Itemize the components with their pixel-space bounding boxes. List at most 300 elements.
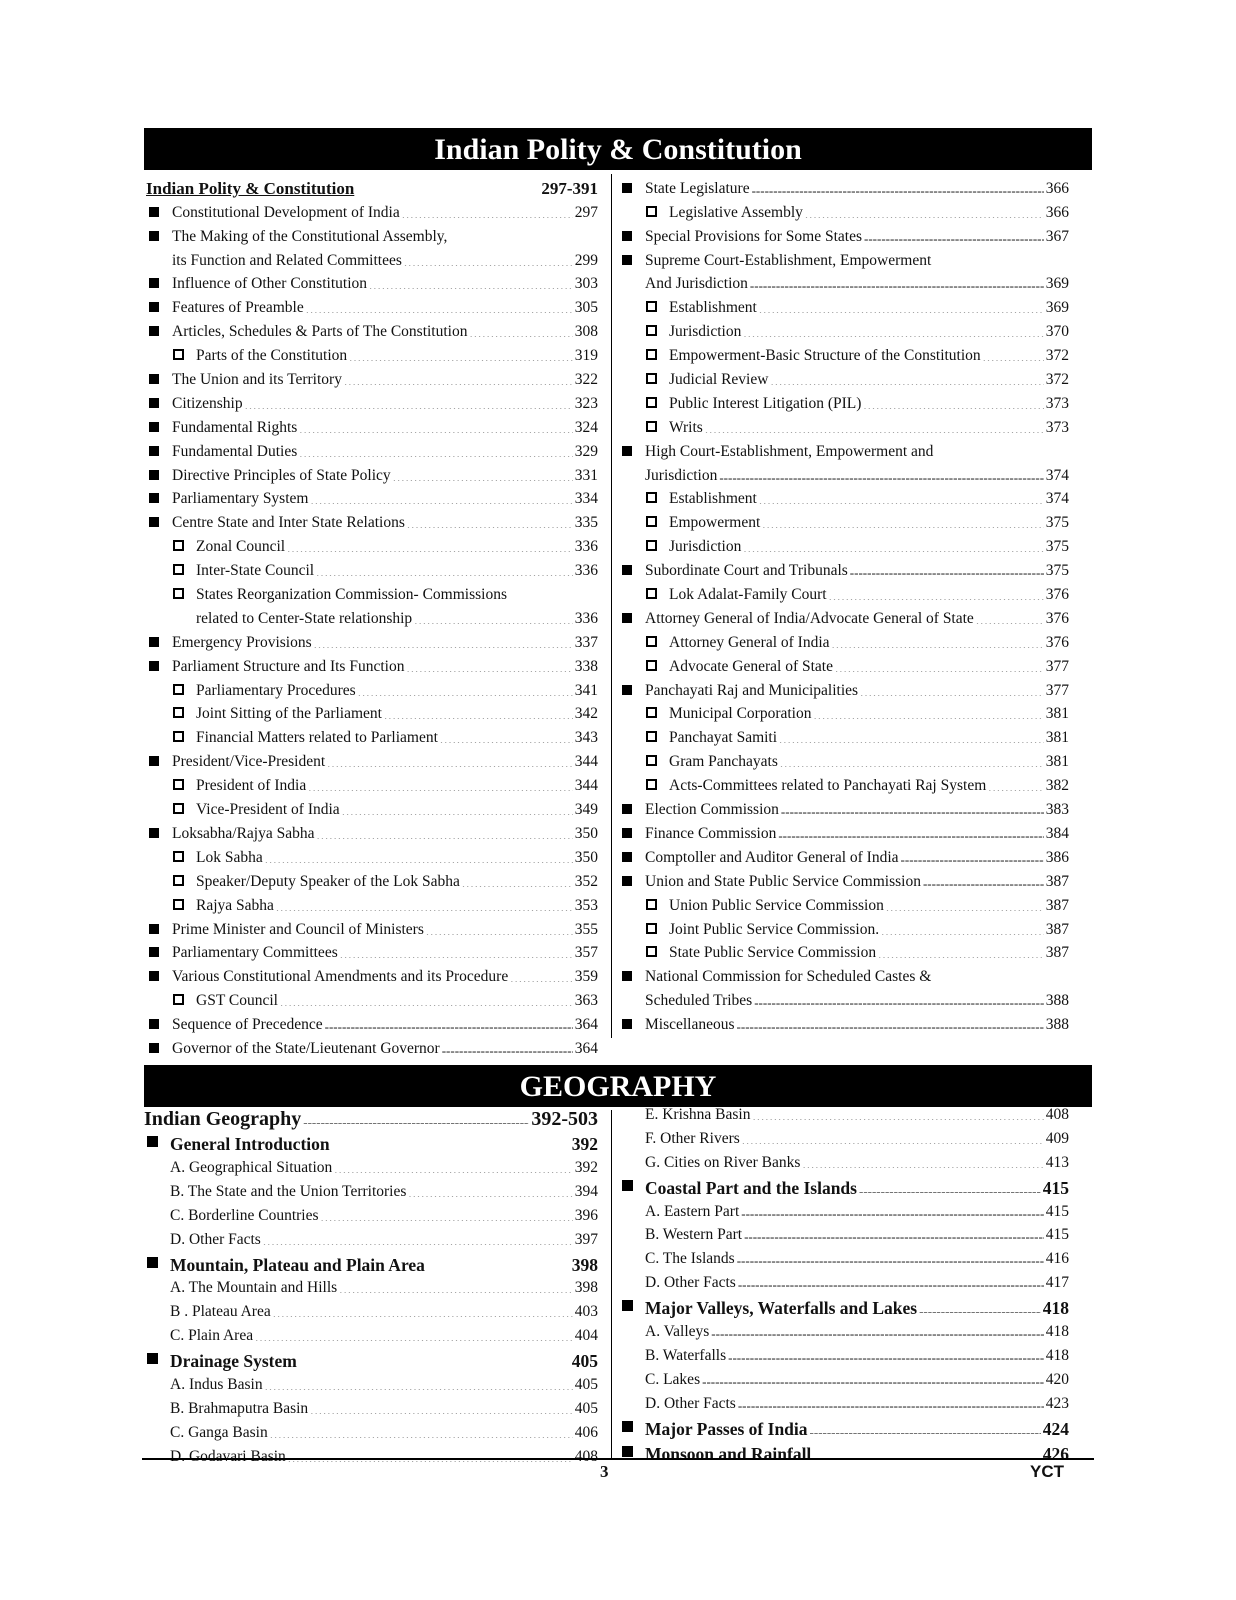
- toc-page-number: 415: [1045, 1202, 1069, 1220]
- leader-dots: [738, 1276, 1044, 1288]
- toc-page-number: 388: [1045, 1016, 1069, 1034]
- toc-page-number: 392: [571, 1134, 598, 1154]
- toc-page-number: 350: [574, 824, 598, 842]
- leader-dots: [407, 516, 573, 528]
- toc-page-number: 387: [1045, 944, 1069, 962]
- toc-entry-title: D. Other Facts: [170, 1230, 261, 1248]
- toc-entry: [146, 1034, 598, 1058]
- toc-page-number: 418: [1045, 1323, 1069, 1341]
- toc-entry: [619, 1341, 1069, 1365]
- toc-entry: [146, 437, 598, 461]
- toc-entry: [146, 604, 598, 628]
- toc-page-number: 363: [574, 992, 598, 1010]
- toc-entry-title: Vice-President of India: [196, 801, 340, 819]
- toc-entry: [619, 628, 1069, 652]
- toc-page-number: 372: [1045, 347, 1069, 365]
- leader-dots: [813, 1447, 1040, 1459]
- toc-page-number: 388: [1045, 992, 1069, 1010]
- toc-page-number: 337: [574, 633, 598, 651]
- toc-page-number: 381: [1045, 729, 1069, 747]
- toc-entry-title: Loksabha/Rajya Sabha: [172, 824, 315, 842]
- toc-entry: [144, 1418, 598, 1442]
- toc-page-number: 364: [574, 1016, 598, 1034]
- toc-page-number: 341: [574, 681, 598, 699]
- toc-page-number: 344: [574, 753, 598, 771]
- toc-entry: [619, 461, 1069, 485]
- toc-page-number: 387: [1045, 896, 1069, 914]
- leader-dots: [780, 755, 1044, 767]
- toc-page-number: 342: [574, 705, 598, 723]
- toc-page-number: 370: [1045, 323, 1069, 341]
- toc-entry: [146, 461, 598, 485]
- leader-dots: [276, 899, 573, 911]
- toc-entry: [144, 1177, 598, 1201]
- toc-entry-title: Monsoon and Rainfall: [645, 1443, 812, 1464]
- leader-dots: [923, 875, 1044, 887]
- toc-page-number: 375: [1045, 562, 1069, 580]
- leader-dots: [886, 899, 1044, 911]
- toc-page-number: 366: [1045, 179, 1069, 197]
- toc-page-number: 415: [1045, 1226, 1069, 1244]
- leader-dots: [779, 731, 1044, 743]
- toc-entry: [619, 723, 1069, 747]
- toc-page-number: 398: [571, 1254, 598, 1275]
- toc-page-number: 336: [574, 609, 598, 627]
- toc-entry-title: C. Plain Area: [170, 1327, 254, 1345]
- toc-page-number: 373: [1045, 394, 1069, 412]
- toc-entry-title: Comptoller and Auditor General of India: [645, 848, 899, 866]
- leader-dots: [339, 1281, 573, 1293]
- leader-dots: [321, 1209, 573, 1221]
- toc-entry-title: Finance Commission: [645, 824, 777, 842]
- toc-entry-title: Parliamentary Procedures: [196, 681, 356, 699]
- leader-dots: [863, 397, 1043, 409]
- toc-entry: [619, 222, 1069, 246]
- toc-entry-title: Articles, Schedules & Parts of The Constitution: [172, 323, 468, 341]
- toc-entry: [146, 485, 598, 509]
- toc-entry: [619, 1292, 1069, 1317]
- toc-entry: [619, 700, 1069, 724]
- leader-dots: [878, 946, 1044, 958]
- toc-entry-title: D. Other Facts: [645, 1394, 736, 1412]
- toc-page-number: 369: [1045, 299, 1069, 317]
- toc-entry: [144, 1297, 598, 1321]
- leader-dots: [270, 1426, 573, 1438]
- column-divider: [611, 174, 612, 1038]
- toc-entry: [146, 1010, 598, 1034]
- leader-dots: [265, 1378, 573, 1390]
- toc-page-number: 409: [1045, 1129, 1069, 1147]
- toc-page-number: 299: [574, 251, 598, 269]
- toc-entry-title: Jurisdiction: [669, 538, 742, 556]
- toc-entry-title: Directive Principles of State Policy: [172, 466, 391, 484]
- toc-entry: [619, 1221, 1069, 1245]
- toc-entry: [619, 1268, 1069, 1292]
- toc-entry: [146, 556, 598, 580]
- toc-entry-title: related to Center-State relationship: [196, 609, 413, 627]
- toc-entry: [619, 819, 1069, 843]
- geography-right-column: [619, 1100, 1069, 1463]
- toc-entry-title: G. Cities on River Banks: [645, 1153, 801, 1171]
- toc-page-number: 383: [1045, 801, 1069, 819]
- toc-page-number: 394: [574, 1182, 598, 1200]
- toc-entry-title: Governor of the State/Lieutenant Governor: [172, 1039, 440, 1057]
- leader-dots: [344, 373, 573, 385]
- toc-page-number: 297: [574, 203, 598, 221]
- leader-dots: [705, 421, 1044, 433]
- toc-page-number: 305: [574, 299, 598, 317]
- toc-page-number: 382: [1045, 777, 1069, 795]
- toc-page-number: 334: [574, 490, 598, 508]
- leader-dots: [919, 1301, 1041, 1313]
- leader-dots: [759, 492, 1044, 504]
- toc-entry-title: Panchayat Samiti: [669, 729, 778, 747]
- leader-dots: [402, 206, 573, 218]
- toc-entry: [619, 293, 1069, 317]
- toc-entry-title: Public Interest Litigation (PIL): [669, 394, 862, 412]
- toc-entry-title: Acts-Committees related to Panchayati Raj System: [669, 777, 987, 795]
- toc-entry: [144, 1345, 598, 1370]
- toc-entry: [619, 1197, 1069, 1221]
- toc-entry: [146, 771, 598, 795]
- toc-page-number: 336: [574, 538, 598, 556]
- leader-dots: [702, 1373, 1044, 1385]
- toc-entry-title: Supreme Court-Establishment, Empowerment: [645, 251, 932, 269]
- toc-entry: [146, 747, 598, 771]
- leader-dots: [988, 779, 1043, 791]
- toc-entry-title: Union Public Service Commission: [669, 896, 884, 914]
- toc-entry: [146, 700, 598, 724]
- toc-entry: [619, 341, 1069, 365]
- toc-entry: [619, 939, 1069, 963]
- toc-entry: [619, 365, 1069, 389]
- toc-page-number: 413: [1045, 1153, 1069, 1171]
- toc-page-number: 392: [574, 1158, 598, 1176]
- toc-entry: [146, 867, 598, 891]
- toc-page-number: 397: [574, 1230, 598, 1248]
- toc-entry-title: C. Ganga Basin: [170, 1423, 268, 1441]
- leader-dots: [273, 1305, 573, 1317]
- toc-entry: [144, 1370, 598, 1394]
- toc-entry-title: Fundamental Rights: [172, 418, 298, 436]
- toc-page-number: 424: [1042, 1418, 1069, 1439]
- toc-entry: [619, 389, 1069, 413]
- leader-dots: [287, 540, 573, 552]
- toc-page-number: 376: [1045, 633, 1069, 651]
- toc-page-number: 308: [574, 323, 598, 341]
- toc-page-number: 319: [574, 347, 598, 365]
- toc-entry-title: Miscellaneous: [645, 1016, 735, 1034]
- toc-page-number: 420: [1045, 1370, 1069, 1388]
- toc-entry: [146, 986, 598, 1010]
- toc-page-number: 357: [574, 944, 598, 962]
- toc-entry-title: E. Krishna Basin: [645, 1105, 751, 1123]
- toc-page-number: 416: [1045, 1250, 1069, 1268]
- toc-entry: [146, 222, 598, 246]
- toc-entry-title: Coastal Part and the Islands: [645, 1177, 857, 1198]
- toc-entry: [619, 986, 1069, 1010]
- toc-entry-title: Centre State and Inter State Relations: [172, 514, 405, 532]
- toc-page-number: 377: [1045, 681, 1069, 699]
- toc-page-number: 355: [574, 920, 598, 938]
- leader-dots: [881, 923, 1044, 935]
- toc-entry: [144, 1201, 598, 1225]
- leader-dots: [308, 779, 573, 791]
- toc-entry-title: Lok Adalat-Family Court: [669, 586, 827, 604]
- toc-entry-title: High Court-Establishment, Empowerment and: [645, 442, 934, 460]
- toc-entry-title: A. Valleys: [645, 1323, 710, 1341]
- toc-entry: [619, 1100, 1069, 1124]
- toc-entry-title: Mountain, Plateau and Plain Area: [170, 1254, 425, 1275]
- leader-dots: [310, 1402, 573, 1414]
- toc-entry-title: its Function and Related Committees: [172, 251, 402, 269]
- toc-page-number: 344: [574, 777, 598, 795]
- toc-entry: [619, 795, 1069, 819]
- toc-page-number: 353: [574, 896, 598, 914]
- toc-page-number: 408: [1045, 1105, 1069, 1123]
- toc-page-number: 403: [574, 1303, 598, 1321]
- toc-entry-title: Election Commission: [645, 801, 779, 819]
- leader-dots: [754, 994, 1044, 1006]
- leader-dots: [440, 731, 573, 743]
- toc-entry-title: Zonal Council: [196, 538, 286, 556]
- leader-dots: [711, 1325, 1043, 1337]
- leader-dots: [316, 564, 573, 576]
- leader-dots: [860, 684, 1044, 696]
- polity-left-column: [146, 174, 598, 1058]
- toc-entry-title: The Making of the Constitutional Assembly,: [172, 227, 448, 245]
- toc-entry-title: C. The Islands: [645, 1250, 735, 1268]
- toc-entry-title: Establishment: [669, 299, 757, 317]
- toc-entry: [146, 843, 598, 867]
- toc-entry: [619, 413, 1069, 437]
- toc-entry-title: Various Constitutional Amendments and its Procedure: [172, 968, 509, 986]
- leader-dots: [743, 540, 1043, 552]
- leader-dots: [255, 1329, 573, 1341]
- toc-entry: [146, 365, 598, 389]
- toc-entry-title: B . Plateau Area: [170, 1303, 271, 1321]
- toc-entry-title: General Introduction: [170, 1134, 330, 1154]
- toc-page-number: 417: [1045, 1274, 1069, 1292]
- leader-dots: [280, 994, 573, 1006]
- toc-page-number: 335: [574, 514, 598, 532]
- toc-entry: [146, 795, 598, 819]
- leader-dots: [334, 1161, 572, 1173]
- toc-entry: [619, 270, 1069, 294]
- toc-page-number: 384: [1045, 824, 1069, 842]
- leader-dots: [426, 923, 573, 935]
- toc-entry: [619, 604, 1069, 628]
- toc-entry-title: Writs: [669, 418, 703, 436]
- toc-page-number: 387: [1045, 920, 1069, 938]
- toc-entry: [146, 962, 598, 986]
- toc-entry: [146, 580, 598, 604]
- toc-entry-title: Drainage System: [170, 1351, 297, 1372]
- page-number: 3: [600, 1462, 609, 1481]
- toc-entry-title: Joint Sitting of the Parliament: [196, 705, 382, 723]
- leader-dots: [778, 827, 1043, 839]
- toc-entry-title: B. Western Part: [645, 1226, 743, 1244]
- leader-dots: [358, 684, 573, 696]
- toc-page-number: 406: [574, 1423, 598, 1441]
- toc-entry-title: Fundamental Duties: [172, 442, 298, 460]
- leader-dots: [976, 612, 1044, 624]
- leader-dots: [752, 1108, 1043, 1120]
- toc-entry: [619, 962, 1069, 986]
- footer-brand: YCT: [1030, 1462, 1064, 1481]
- toc-page-number: 396: [574, 1206, 598, 1224]
- toc-page-number: 408: [574, 1447, 598, 1465]
- section-banner-geography: GEOGRAPHY: [144, 1065, 1092, 1107]
- leader-dots: [864, 230, 1044, 242]
- toc-entry-title: Speaker/Deputy Speaker of the Lok Sabha: [196, 872, 460, 890]
- leader-dots: [728, 1349, 1044, 1361]
- toc-page-number: 329: [574, 442, 598, 460]
- toc-entry-title: Panchayati Raj and Municipalities: [645, 681, 859, 699]
- toc-entry: [619, 843, 1069, 867]
- toc-entry: [619, 1172, 1069, 1197]
- toc-entry-title: Municipal Corporation: [669, 705, 812, 723]
- leader-dots: [369, 277, 573, 289]
- toc-entry-title: Joint Public Service Commission.: [669, 920, 880, 938]
- column-divider-geography: [611, 1110, 612, 1458]
- leader-dots: [802, 1156, 1043, 1168]
- leader-dots: [314, 636, 573, 648]
- toc-entry: [144, 1394, 598, 1418]
- toc-page-number: 404: [574, 1327, 598, 1345]
- toc-entry-title: C. Borderline Countries: [170, 1206, 319, 1224]
- toc-page-number: 415: [1042, 1177, 1069, 1198]
- toc-entry: [619, 317, 1069, 341]
- toc-entry-title: Establishment: [669, 490, 757, 508]
- toc-page-number: 359: [574, 968, 598, 986]
- leader-dots: [743, 325, 1043, 337]
- leader-dots: [342, 803, 573, 815]
- toc-entry: [146, 174, 598, 198]
- toc-entry: [619, 1244, 1069, 1268]
- leader-dots: [404, 254, 573, 266]
- toc-entry: [619, 556, 1069, 580]
- leader-dots: [835, 660, 1044, 672]
- toc-entry: [144, 1225, 598, 1249]
- toc-entry: [146, 508, 598, 532]
- toc-entry: [619, 485, 1069, 509]
- toc-entry-title: Features of Preamble: [172, 299, 304, 317]
- toc-page-number: 338: [574, 657, 598, 675]
- leader-dots: [349, 349, 573, 361]
- toc-entry-title: Rajya Sabha: [196, 896, 274, 914]
- toc-entry-title: F. Other Rivers: [645, 1129, 740, 1147]
- toc-entry-title: Indian Geography: [144, 1108, 302, 1130]
- toc-entry-title: Attorney General of India: [669, 633, 830, 651]
- toc-entry: [144, 1274, 598, 1298]
- toc-entry-title: B. Brahmaputra Basin: [170, 1400, 309, 1418]
- toc-entry: [146, 270, 598, 294]
- toc-entry-title: Advocate General of State: [669, 657, 833, 675]
- leader-dots: [901, 851, 1044, 863]
- toc-entry: [619, 867, 1069, 891]
- toc-entry: [619, 1389, 1069, 1413]
- leader-dots: [303, 1112, 529, 1124]
- leader-dots: [469, 325, 572, 337]
- toc-page-number: 387: [1045, 872, 1069, 890]
- toc-page-number: 376: [1045, 609, 1069, 627]
- toc-entry-title: The Union and its Territory: [172, 371, 342, 389]
- toc-entry: [619, 246, 1069, 270]
- toc-page-number: 303: [574, 275, 598, 293]
- toc-entry: [619, 1148, 1069, 1172]
- toc-page-number: 369: [1045, 275, 1069, 293]
- leader-dots: [850, 564, 1044, 576]
- toc-entry-title: State Legislature: [645, 179, 750, 197]
- leader-dots: [810, 1422, 1041, 1434]
- leader-dots: [737, 1018, 1044, 1030]
- leader-dots: [299, 421, 572, 433]
- toc-entry-title: Major Passes of India: [645, 1418, 808, 1439]
- toc-page-number: 352: [574, 872, 598, 890]
- leader-dots: [408, 1185, 572, 1197]
- toc-entry: [619, 1365, 1069, 1389]
- toc-entry: [619, 1413, 1069, 1438]
- leader-dots: [310, 492, 572, 504]
- toc-entry: [146, 532, 598, 556]
- toc-page-number: 336: [574, 562, 598, 580]
- leader-dots: [306, 301, 573, 313]
- toc-entry: [146, 628, 598, 652]
- leader-dots: [356, 182, 539, 194]
- toc-entry: [619, 198, 1069, 222]
- leader-dots: [770, 373, 1043, 385]
- toc-entry: [619, 532, 1069, 556]
- toc-entry: [144, 1321, 598, 1345]
- toc-entry-title: D. Godavari Basin: [170, 1447, 286, 1465]
- toc-entry-title: B. Waterfalls: [645, 1347, 727, 1365]
- toc-page-number: 373: [1045, 418, 1069, 436]
- toc-page-number: 350: [574, 848, 598, 866]
- toc-page-number: 374: [1045, 490, 1069, 508]
- toc-entry-title: Citizenship: [172, 394, 243, 412]
- leader-dots: [805, 206, 1044, 218]
- toc-entry: [146, 389, 598, 413]
- toc-page-number: 364: [574, 1039, 598, 1057]
- toc-entry-title: D. Other Facts: [645, 1274, 736, 1292]
- toc-entry: [144, 1442, 598, 1466]
- leader-dots: [762, 516, 1043, 528]
- toc-page-number: 377: [1045, 657, 1069, 675]
- toc-entry: [619, 580, 1069, 604]
- toc-page-number: 376: [1045, 586, 1069, 604]
- toc-entry-title: Major Valleys, Waterfalls and Lakes: [645, 1298, 918, 1319]
- leader-dots: [744, 1228, 1044, 1240]
- toc-page-number: 322: [574, 371, 598, 389]
- toc-page-number: 367: [1045, 227, 1069, 245]
- toc-entry-title: C. Lakes: [645, 1370, 701, 1388]
- leader-dots: [316, 827, 572, 839]
- toc-entry: [619, 891, 1069, 915]
- toc-entry: [619, 652, 1069, 676]
- leader-dots: [332, 1137, 570, 1149]
- leader-dots: [340, 946, 573, 958]
- toc-page-number: 405: [574, 1376, 598, 1394]
- toc-entry-title: Influence of Other Constitution: [172, 275, 367, 293]
- toc-entry-title: Union and State Public Service Commission: [645, 872, 921, 890]
- leader-dots: [832, 636, 1044, 648]
- toc-entry-title: Constitutional Development of India: [172, 203, 400, 221]
- toc-page-number: 366: [1045, 203, 1069, 221]
- leader-dots: [814, 707, 1044, 719]
- toc-page-number: 324: [574, 418, 598, 436]
- leader-dots: [752, 182, 1044, 194]
